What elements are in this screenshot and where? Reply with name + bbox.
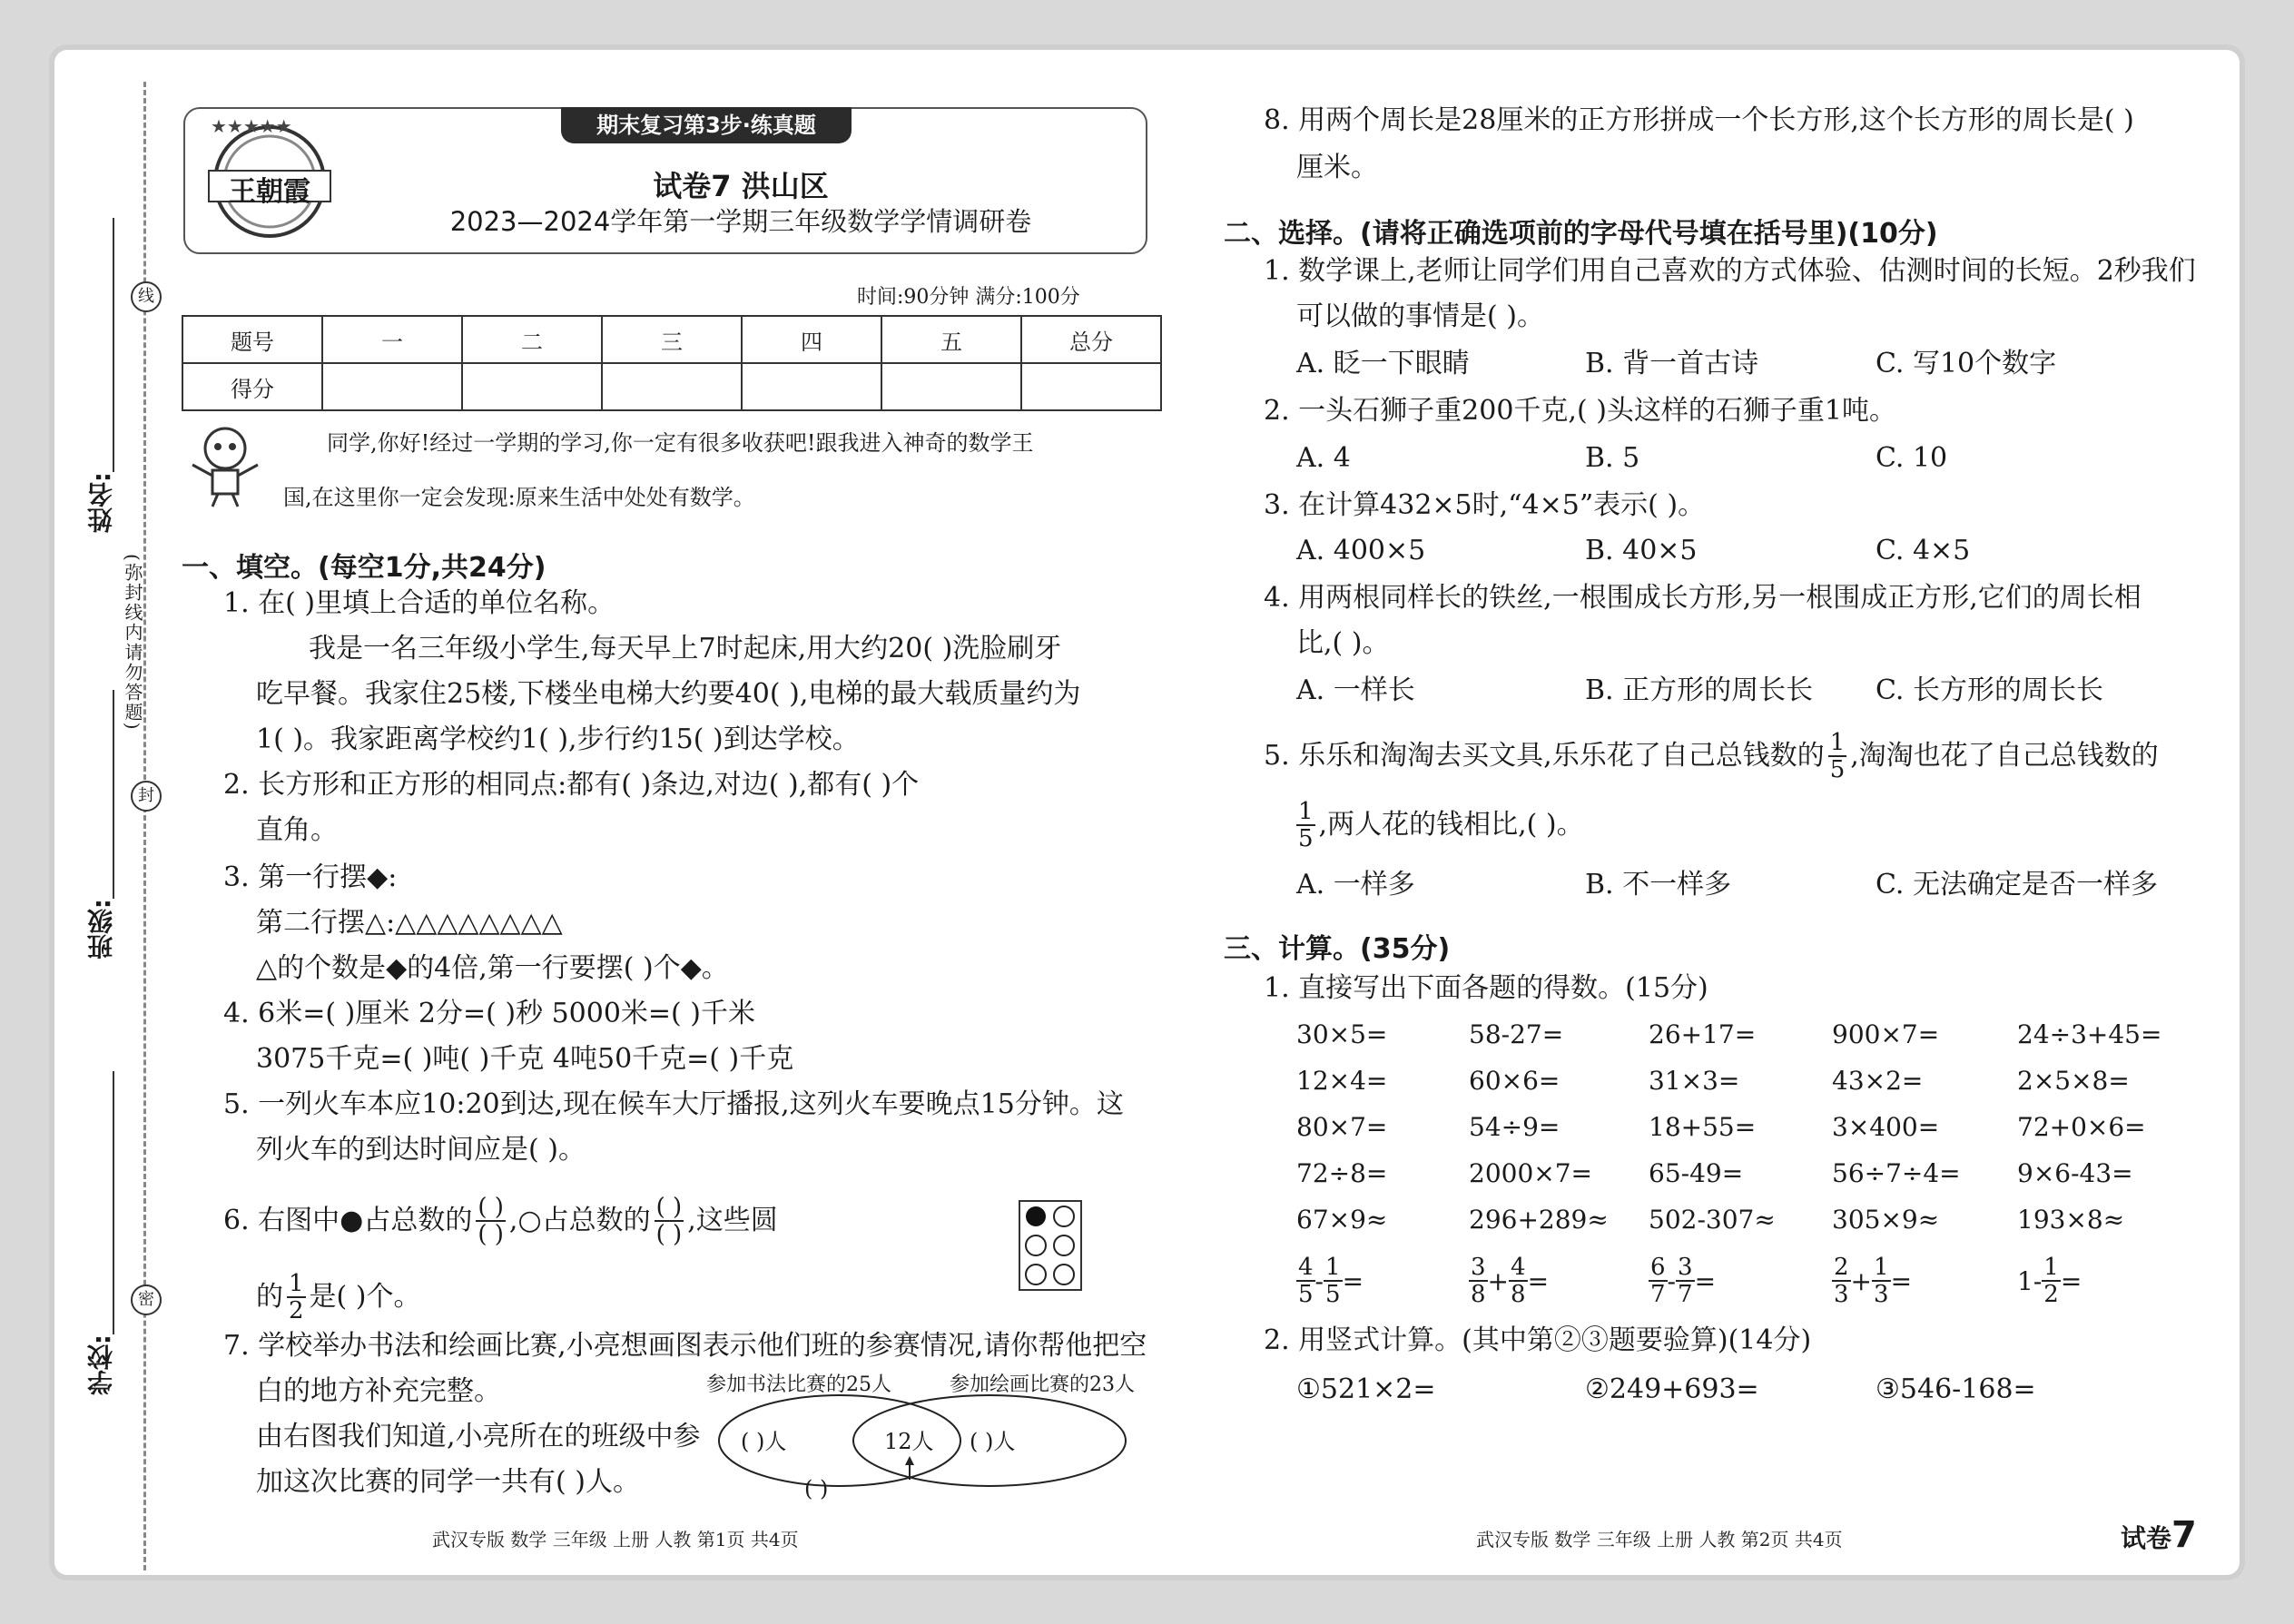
score-cell[interactable] — [742, 363, 881, 410]
robot-mascot-icon — [180, 419, 271, 510]
table-header: 二 — [462, 316, 602, 363]
venn-label-left: 参加书法比赛的25人 — [706, 1373, 891, 1396]
question-line: 3. 第一行摆◆: — [223, 861, 398, 893]
option-b[interactable]: B. 5 — [1585, 442, 1640, 474]
table-header: 三 — [602, 316, 742, 363]
venn-bottom-blank[interactable]: ( ) — [804, 1476, 829, 1501]
calc-item: $\frac{4}{5}$ - $\frac{1}{5}$ = — [1298, 1254, 1364, 1308]
name-label: 姓名: — [86, 472, 116, 534]
question-line: 1. 在( )里填上合适的单位名称。 — [223, 587, 615, 619]
question-line: △的个数是◆的4倍,第一行要摆( )个◆。 — [256, 952, 729, 984]
exam-title: 试卷7 洪山区 — [653, 169, 829, 203]
paper-badge: 试卷7 — [2121, 1514, 2197, 1556]
table-row — [1296, 1011, 2199, 1058]
option-a[interactable]: A. 眨一下眼睛 — [1296, 348, 1470, 379]
calc-item: 30×5= — [1296, 1019, 1388, 1049]
calc-table — [1296, 1011, 2199, 1243]
calc-item: 60×6= — [1469, 1066, 1561, 1096]
calc-item: 2000×7= — [1469, 1158, 1592, 1188]
question-line: 可以做的事情是( )。 — [1296, 300, 1544, 332]
question-line: 吃早餐。我家住25楼,下楼坐电梯大约要40( ),电梯的最大载质量约为 — [256, 678, 1081, 710]
class-label: 班级: — [86, 899, 116, 960]
option-b[interactable]: B. 正方形的周长长 — [1585, 674, 1814, 706]
section-2-title: 二、选择。(请将正确选项前的字母代号填在括号里)(10分) — [1224, 218, 1938, 250]
calc-item: 54÷9= — [1469, 1112, 1561, 1142]
question-line: 列火车的到达时间应是( )。 — [256, 1134, 586, 1166]
option-c[interactable]: C. 长方形的周长长 — [1876, 674, 2103, 706]
question-line: 厘米。 — [1296, 152, 1378, 183]
calc-item: $\frac{2}{3}$ + $\frac{1}{3}$ = — [1834, 1254, 1913, 1308]
question-line: 2. 长方形和正方形的相同点:都有( )条边,对边( ),都有( )个 — [223, 769, 920, 801]
table-header: 五 — [881, 316, 1021, 363]
venn-right-blank[interactable]: ( )人 — [970, 1429, 1016, 1454]
question-line: 第二行摆△:△△△△△△△△ — [256, 907, 563, 939]
logo: ★★★★★ 王朝霞 — [202, 114, 338, 241]
calc-item: $\frac{3}{8}$ + $\frac{4}{8}$ = — [1471, 1254, 1550, 1308]
seal-mark: 封 — [131, 781, 162, 812]
question-line: 4. 6米=( )厘米 2分=( )秒 5000米=( )千米 — [223, 998, 755, 1029]
option-a[interactable]: A. 一样多 — [1296, 869, 1415, 901]
table-header: 四 — [742, 316, 881, 363]
calc-item: 9×6-43= — [2017, 1158, 2133, 1188]
table-row — [1296, 1150, 2199, 1196]
calc-item: 296+289≈ — [1469, 1205, 1609, 1235]
calc-item: 193×8≈ — [2017, 1205, 2125, 1235]
question-6-cont: 的 $\frac{1}{2}$ 是( )个。 — [256, 1270, 421, 1324]
calc-item: ③546-168= — [1876, 1373, 2036, 1405]
question-line: 2. 用竖式计算。(其中第②③题要验算)(14分) — [1264, 1324, 1812, 1356]
calc-item: 58-27= — [1469, 1019, 1564, 1049]
option-c[interactable]: C. 10 — [1876, 442, 1948, 474]
question-line: 7. 学校举办书法和绘画比赛,小亮想画图表示他们班的参赛情况,请你帮他把空 — [223, 1330, 1147, 1362]
calc-item: 12×4= — [1296, 1066, 1388, 1096]
calc-item: 24÷3+45= — [2017, 1019, 2162, 1049]
question-line: 3075千克=( )吨( )千克 4吨50千克=( )千克 — [256, 1043, 794, 1075]
mi-mark: 密 — [131, 1284, 162, 1315]
calc-item: 2×5×8= — [2017, 1066, 2130, 1096]
calc-item: 1 - $\frac{1}{2}$ = — [2017, 1254, 2082, 1308]
venn-label-right: 参加绘画比赛的23人 — [950, 1373, 1135, 1396]
school-label: 学校: — [86, 1334, 116, 1396]
calc-item: 305×9≈ — [1832, 1205, 1940, 1235]
option-b[interactable]: B. 不一样多 — [1585, 869, 1732, 901]
time-info: 时间:90分钟 满分:100分 — [857, 286, 1080, 309]
question-line: 直角。 — [256, 814, 338, 846]
section-3-title: 三、计算。(35分) — [1224, 933, 1451, 965]
score-cell[interactable] — [602, 363, 742, 410]
option-b[interactable]: B. 40×5 — [1585, 535, 1698, 566]
footer-right: 武汉专版 数学 三年级 上册 人教 第2页 共4页 — [1476, 1529, 1843, 1550]
venn-left-blank[interactable]: ( )人 — [741, 1429, 787, 1454]
question-line: 加这次比赛的同学一共有( )人。 — [256, 1466, 640, 1498]
table-row — [1296, 1104, 2199, 1150]
question-line: 3. 在计算432×5时,“4×5”表示( )。 — [1264, 489, 1706, 521]
calc-item: ①521×2= — [1296, 1373, 1436, 1405]
calc-item: 26+17= — [1649, 1019, 1757, 1049]
score-cell[interactable] — [322, 363, 462, 410]
question-line: 5. 一列火车本应10:20到达,现在候车大厅播报,这列火车要晚点15分钟。这 — [223, 1088, 1124, 1120]
question-line: 由右图我们知道,小亮所在的班级中参 — [256, 1421, 701, 1452]
question-line: 我是一名三年级小学生,每天早上7时起床,用大约20( )洗脸刷牙 — [309, 633, 1062, 664]
calc-item: 56÷7÷4= — [1832, 1158, 1961, 1188]
score-table — [182, 315, 1162, 411]
calc-item: 31×3= — [1649, 1066, 1740, 1096]
table-header: 一 — [322, 316, 462, 363]
calc-item: 67×9≈ — [1296, 1205, 1388, 1235]
exam-subtitle: 2023—2024学年第一学期三年级数学学情调研卷 — [449, 206, 1032, 237]
option-c[interactable]: C. 无法确定是否一样多 — [1876, 869, 2158, 901]
score-row-label: 得分 — [182, 363, 322, 410]
name-underline — [113, 218, 114, 472]
svg-text:★★★★★: ★★★★★ — [211, 115, 292, 137]
banner: 期末复习第3步·练真题 — [561, 107, 852, 143]
footer-left: 武汉专版 数学 三年级 上册 人教 第1页 共4页 — [432, 1529, 799, 1550]
calc-item: ②249+693= — [1585, 1373, 1759, 1405]
score-cell[interactable] — [881, 363, 1021, 410]
line-mark: 线 — [131, 281, 162, 312]
question-line: 8. 用两个周长是28厘米的正方形拼成一个长方形,这个长方形的周长是( ) — [1264, 104, 2134, 136]
option-c[interactable]: C. 写10个数字 — [1876, 348, 2057, 379]
calc-item: 18+55= — [1649, 1112, 1757, 1142]
option-c[interactable]: C. 4×5 — [1876, 535, 1971, 566]
section-1-title: 一、填空。(每空1分,共24分) — [182, 552, 546, 584]
calc-item: 65-49= — [1649, 1158, 1744, 1188]
calc-item: 900×7= — [1832, 1019, 1940, 1049]
calc-item: 43×2= — [1832, 1066, 1924, 1096]
calc-item: 72÷8= — [1296, 1158, 1388, 1188]
class-underline — [113, 690, 114, 899]
option-a[interactable]: A. 400×5 — [1296, 535, 1426, 566]
question-line: 1( )。我家距离学校约1( ),步行约15( )到达学校。 — [256, 723, 860, 755]
intro-line: 同学,你好!经过一学期的学习,你一定有很多收获吧!跟我进入神奇的数学王 — [327, 430, 1034, 456]
circle-grid-figure — [1019, 1200, 1082, 1291]
table-row — [1296, 1196, 2199, 1243]
binding-notice: (弥封线内请勿答题) — [122, 554, 143, 732]
question-line: 比,( )。 — [1296, 627, 1390, 659]
question-line: 白的地方补充完整。 — [256, 1375, 501, 1407]
question-line: 2. 一头石狮子重200千克,( )头这样的石狮子重1吨。 — [1264, 395, 1896, 427]
score-cell[interactable] — [462, 363, 602, 410]
calc-item: 3×400= — [1832, 1112, 1940, 1142]
intro-line: 国,在这里你一定会发现:原来生活中处处有数学。 — [283, 485, 755, 510]
option-a[interactable]: A. 4 — [1296, 442, 1351, 474]
school-underline — [113, 1071, 114, 1334]
question-5: 5. 乐乐和淘淘去买文具,乐乐花了自己总钱数的 $\frac{1}{5}$ ,淘淘也花了自己总钱数的 — [1264, 729, 2159, 783]
option-b[interactable]: B. 背一首古诗 — [1585, 348, 1759, 379]
calc-item: 72+0×6= — [2017, 1112, 2146, 1142]
table-header: 总分 — [1021, 316, 1161, 363]
score-cell[interactable] — [1021, 363, 1161, 410]
question-5-cont: $\frac{1}{5}$ ,两人花的钱相比,( )。 — [1298, 798, 1584, 852]
calc-item: 502-307≈ — [1649, 1205, 1776, 1235]
table-header: 题号 — [182, 316, 322, 363]
question-line: 4. 用两根同样长的铁丝,一根围成长方形,另一根围成正方形,它们的周长相 — [1264, 582, 2141, 614]
venn-center: 12人 — [884, 1429, 934, 1454]
question-line: 1. 数学课上,老师让同学们用自己喜欢的方式体验、估测时间的长短。2秒我们 — [1264, 255, 2196, 287]
fraction-row — [1296, 1255, 2199, 1307]
question-line: 1. 直接写出下面各题的得数。(15分) — [1264, 972, 1708, 1004]
calc-item: $\frac{6}{7}$ - $\frac{3}{7}$ = — [1650, 1254, 1717, 1308]
calc-item: 80×7= — [1296, 1112, 1388, 1142]
table-row — [1296, 1058, 2199, 1104]
option-a[interactable]: A. 一样长 — [1296, 674, 1415, 706]
question-6: 6. 右图中●占总数的 $\frac{( )}{( )}$ ,○占总数的 $\frac{( )}{( )}$ ,这些圆 — [223, 1194, 778, 1248]
